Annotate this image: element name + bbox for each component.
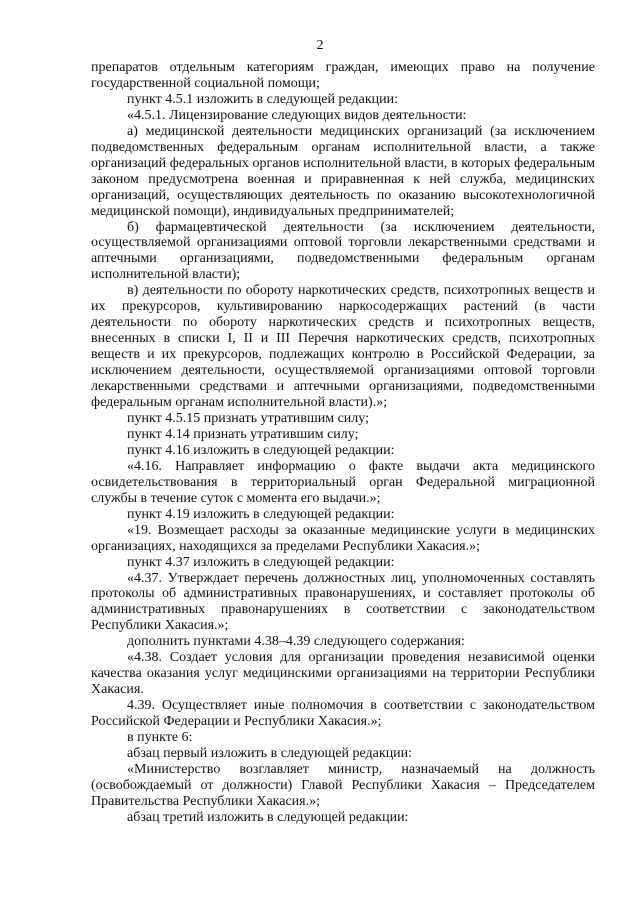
paragraph-21: абзац третий изложить в следующей редакции: [127,809,409,825]
paragraph-11: пункт 4.19 изложить в следующей редакции: [127,506,395,522]
document-body [91,60,595,826]
paragraph-8: пункт 4.14 признать утратившим силу; [127,426,359,442]
paragraph-7: пункт 4.5.15 признать утратившим силу; [127,410,369,426]
paragraph-17: 4.39. Осуществляет иные полномочия в соответствии с законодательством Российской Федерации и Республики Хакасия.»; [91,698,595,730]
paragraph-4: а) медицинской деятельности медицинских организаций (за исключением подведомственных федеральным органам исполнительной власти, а также организаций федеральных органов исполнительной власти, в которых федеральным законом предусмотрена военная и приравненная к ней служба, медицинских организаций, осуществляющих деятельность по оказанию высокотехнологичной медицинской помощи), индивидуальных предпринимателей; [91,123,595,219]
paragraph-1: препаратов отдельным категориям граждан, имеющих право на получение государственной социальной помощи; [91,60,595,91]
paragraph-12: «19. Возмещает расходы за оказанные медицинские услуги в медицинских организациях, находящихся за пределами Республики Хакасия.»; [91,522,595,554]
paragraph-9: пункт 4.16 изложить в следующей редакции: [127,442,395,458]
paragraph-2: пункт 4.5.1 изложить в следующей редакции: [127,91,398,107]
paragraph-20: «Министерство возглавляет министр, назначаемый на должность (освобождаемый от должности) Главой Республики Хакасия – Председателем Правительства Республики Хакасия.»; [91,761,595,809]
paragraph-6: в) деятельности по обороту наркотических средств, психотропных веществ и их прекурсоров, культивированию наркосодержащих растений (в части деятельности по обороту наркотических средств и психотропных веществ, внесенных в списки I, II и III Перечня наркотических средств, психотропных веществ и их прекурсоров, подлежащих контролю в Российской Федерации, за исключением деятельности, осуществляемой организациями оптовой торговли лекарственными средствами и аптечными организациями, подведомственными федеральным органам исполнительной власти).»; [91,283,595,411]
paragraph-10: «4.16. Направляет информацию о факте выдачи акта медицинского освидетельствования в территориальный орган Федеральной миграционной службы в течение суток с момента его выдачи.»; [91,458,595,506]
paragraph-5: б) фармацевтической деятельности (за исключением деятельности, осуществляемой организациями оптовой торговли лекарственными средствами и аптечными организациями, подведомственными федеральным органам исполнительной власти); [91,219,595,283]
page-number: 2 [316,38,324,53]
paragraph-19: абзац первый изложить в следующей редакции: [127,745,413,761]
paragraph-15: дополнить пунктами 4.38–4.39 следующего содержания: [127,634,465,650]
paragraph-14: «4.37. Утверждает перечень должностных лиц, уполномоченных составлять протоколы об административных правонарушениях, и составляет протоколы об административных правонарушениях в соответствии с законодательством Республики Хакасия.»; [91,570,595,634]
paragraph-3: «4.5.1. Лицензирование следующих видов деятельности: [127,107,467,123]
paragraph-16: «4.38. Создает условия для организации проведения независимой оценки качества оказания услуг медицинскими организациями на территории Республики Хакасия. [91,650,595,698]
paragraph-13: пункт 4.37 изложить в следующей редакции: [127,554,395,570]
paragraph-18: в пункте 6: [127,730,193,746]
